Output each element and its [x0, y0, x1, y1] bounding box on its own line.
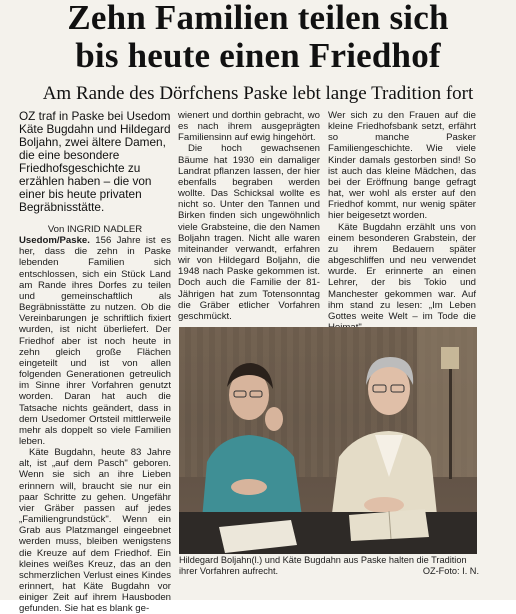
article-paragraph-3: wienert und dorthin gebracht, wo es nach ihrem ausgeprägten Familiensinn auf ewig hingehört.	[178, 110, 320, 144]
article-column-3	[328, 110, 476, 333]
article-paragraph-5: Wer sich zu den Frauen auf die kleine Friedhofsbank setzt, erfährt so manche Pasker Familiengeschichte. Wie viele Kinder damals gestorben sind! So ist auch das kleine Mädchen, das bei der Eröffnung bange gefragt hat, wer wohl als erster auf den Friedhof kommt, nur wenig später hier beigesetzt worden.	[328, 110, 476, 222]
dateline: Usedom/Paske.	[19, 235, 90, 247]
headline-line-2: bis heute einen Friedhof	[75, 36, 441, 75]
subheadline: Am Rande des Dörfchens Paske lebt lange Tradition fort	[42, 83, 474, 104]
photo-lamp-stand	[449, 369, 452, 479]
article-paragraph-1-text: 156 Jahre ist es her, dass die zehn in Paske lebenden Familien sich entschlossen, sich ein Stück Land am Rande ihres Dorfes zu teilen und gemeinschaftlich als Begräbnisstätte zu nutzen. Ob die Vereinbarungen je schriftlich fixiert wurden, ist nicht überliefert. Der Friedhof aber ist noch heute in zehn gleich große Flächen eingeteilt und ist von allen folgenden Generationen getreulich im Sinne ihrer Vorfahren genutzt worden. Daran hat auch die Tatsache nichts geändert, dass in dem Usedomer Ortsteil mittlerweile mehr als doppelt so viele Familien leben.	[19, 235, 171, 447]
article-paragraph-6: Käte Bugdahn erzählt uns von einem besonderen Grabstein, der zu ihrem Bedauern später abgeschliffen und neu verwendet wurde. Er erinnerte an einen Lehrer, der bis Tokio und Manchester gekommen war. Auf ihm stand zu lesen: „Im Leben Gottes weite Welt – im Tode die	[328, 221, 476, 322]
article-paragraph-1	[19, 235, 171, 447]
article-column-1	[19, 110, 171, 614]
article-paragraph-2: Käte Bugdahn, heute 83 Jahre alt, ist „auf dem Pasch" geboren. Wenn sie sich an ihre Lieben erinnern will, braucht sie nur ein paar Schritte zu gehen. Ungefähr vier Gräber passen auf jedes „Familiengrundstück". Wenn ein Grab aus Platzmangel eingeebnet werden muss, bleiben wenigstens die Kreuze auf dem Friedhof. Ein kleines weißes Kreuz, das an den schmerzlichen Verlust eines Kindes erinnert, hat Käte Bugdahn vor einiger Zeit auf ihrem Hausboden gefunden. Sie hat es blank ge-	[19, 447, 171, 614]
article-photo	[179, 327, 477, 554]
photo-scene	[179, 327, 477, 554]
article-paragraph-4: Die hoch gewachsenen Bäume hat 1930 ein damaliger Landrat pflanzen lassen, der hier ebenfalls begraben werden wollte. Das Schicksal wollte es nicht so. Unter den Tannen und Birken finden sich ungewöhnlich viele Grabsteine, die den Namen Boljahn tragen. Nicht alle waren miteinander verwandt, erfahren wir von Hildegard Boljahn, die 1948 nach Paske gekommen ist. Doch auch die Familie der 81-Jährigen hat zum Totensonntag die Gräber etlicher Vorfahren geschmückt.	[178, 143, 320, 322]
article-intro: OZ traf in Paske bei Usedom Käte Bugdahn und Hildegard Boljahn, zwei ältere Damen, die eine besondere Friedhofsgeschichte zu erzählen haben – die von einer bis heute privaten Begräbnisstätte.	[19, 109, 171, 214]
byline: Von INGRID NADLER	[47, 224, 143, 235]
headline-line-1: Zehn Familien teilen sich	[67, 0, 449, 37]
photo-caption-text: Hildegard Boljahn(l.) und Käte Bugdahn aus Paske halten die Tradition ihrer Vorfahren aufrecht.	[179, 555, 467, 576]
article-column-2	[178, 110, 320, 322]
photo-caption	[179, 555, 479, 576]
photo-lamp-shade	[441, 347, 459, 369]
photo-credit: OZ-Foto: I. N.	[422, 565, 479, 576]
